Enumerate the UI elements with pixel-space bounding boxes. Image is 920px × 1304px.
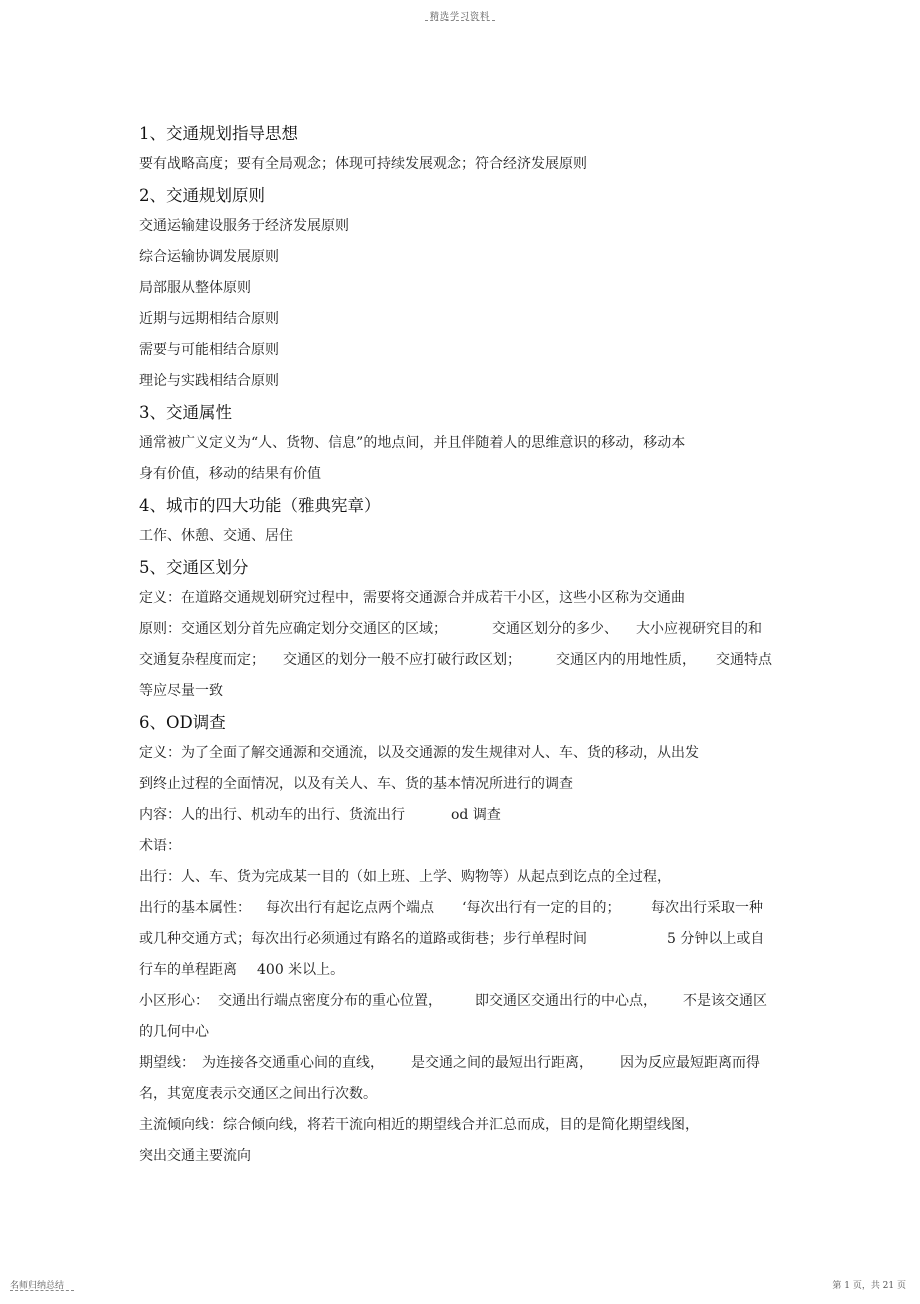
section-5-line: 大小应视研究目的和: [636, 621, 762, 637]
section-6-line: 不是该交通区: [683, 993, 767, 1009]
section-6-line: 每次出行采取一种: [651, 900, 763, 916]
section-5-line: 交通区的划分一般不应打破行政区划；: [283, 652, 521, 668]
section-6-line: 5 分钟以上或自: [667, 931, 765, 947]
section-5-title: 5、交通区划分: [139, 558, 249, 577]
section-6-line: 出行：人、车、货为完成某一目的（如上班、上学、购物等）从起点到讫点的全过程，: [139, 869, 671, 885]
section-6-line: 定义：为了全面了解交通源和交通流，以及交通源的发生规律对人、车、货的移动，从出发: [139, 745, 699, 761]
section-6-title: 6、OD调查: [139, 713, 226, 732]
section-5-line: 交通区内的用地性质，: [556, 652, 696, 668]
section-6-line: od 调查: [451, 807, 501, 823]
page-number: 第 1 页，共 21 页: [832, 1281, 906, 1291]
section-6-line: 为连接各交通重心间的直线，: [202, 1055, 384, 1071]
section-6-line: 是交通之间的最短出行距离，: [411, 1055, 593, 1071]
section-6-line: 或几种交通方式；每次出行必须通过有路名的道路或街巷；步行单程时间: [139, 931, 587, 947]
section-5-line: 交通复杂程度而定；: [139, 652, 265, 668]
section-2-line: 交通运输建设服务于经济发展原则: [139, 218, 349, 234]
section-6-line: 行车的单程距离: [139, 962, 237, 978]
section-2-line: 综合运输协调发展原则: [139, 249, 279, 265]
section-1-line: 要有战略高度；要有全局观念；体现可持续发展观念；符合经济发展原则: [139, 156, 587, 172]
section-5-line: 交通区划分的多少、: [492, 621, 618, 637]
section-2-line: 近期与远期相结合原则: [139, 311, 279, 327]
section-6-line: 交通出行端点密度分布的重心位置，: [218, 993, 442, 1009]
section-2-title: 2、交通规划原则: [139, 186, 265, 205]
section-2-line: 需要与可能相结合原则: [139, 342, 279, 358]
section-1-title: 1、交通规划指导思想: [139, 124, 298, 143]
section-5-line: 定义：在道路交通规划研究过程中，需要将交通源合并成若干小区，这些小区称为交通曲: [139, 590, 685, 606]
section-6-line: 出行的基本属性：: [139, 900, 251, 916]
section-3-title: 3、交通属性: [139, 403, 232, 422]
section-6-line: 突出交通主要流向: [139, 1148, 251, 1164]
section-3-line: 通常被广义定义为“人、货物、信息”的地点间，并且伴随着人的思维意识的移动，移动本: [139, 435, 686, 451]
header-divider: [425, 20, 495, 21]
section-6-line: 名，其宽度表示交通区之间出行次数。: [139, 1086, 377, 1102]
section-5-line: 交通特点: [716, 652, 772, 668]
section-6-line: 到终止过程的全面情况，以及有关人、车、货的基本情况所进行的调查: [139, 776, 573, 792]
section-6-line: 术语：: [139, 838, 181, 854]
section-6-line: 400 米以上。: [257, 962, 345, 978]
section-6-line: 即交通区交通出行的中心点，: [475, 993, 657, 1009]
section-6-line: 主流倾向线：综合倾向线，将若干流向相近的期望线合并汇总而成，目的是简化期望线图，: [139, 1117, 699, 1133]
section-2-line: 局部服从整体原则: [139, 280, 251, 296]
section-6-line: 每次出行有起讫点两个端点: [266, 900, 434, 916]
section-4-line: 工作、休憩、交通、居住: [139, 528, 293, 544]
section-2-line: 理论与实践相结合原则: [139, 373, 279, 389]
footer-divider: [10, 1290, 74, 1291]
section-3-line: 身有价值，移动的结果有价值: [139, 466, 321, 482]
footer-left-note: 名师归纳总结: [10, 1281, 65, 1291]
section-6-line: 小区形心：: [139, 993, 209, 1009]
section-5-line: 原则：交通区划分首先应确定划分交通区的区域；: [139, 621, 447, 637]
header-note: 精选学习资料: [429, 12, 490, 22]
section-5-line: 等应尽量一致: [139, 683, 223, 699]
section-6-line: 内容：人的出行、机动车的出行、货流出行: [139, 807, 405, 823]
section-6-line: ‘每次出行有一定的目的；: [462, 900, 621, 916]
section-4-title: 4、城市的四大功能（雅典宪章）: [139, 496, 381, 515]
section-6-line: 期望线：: [139, 1055, 195, 1071]
section-6-line: 的几何中心: [139, 1024, 209, 1040]
section-6-line: 因为反应最短距离而得: [620, 1055, 760, 1071]
